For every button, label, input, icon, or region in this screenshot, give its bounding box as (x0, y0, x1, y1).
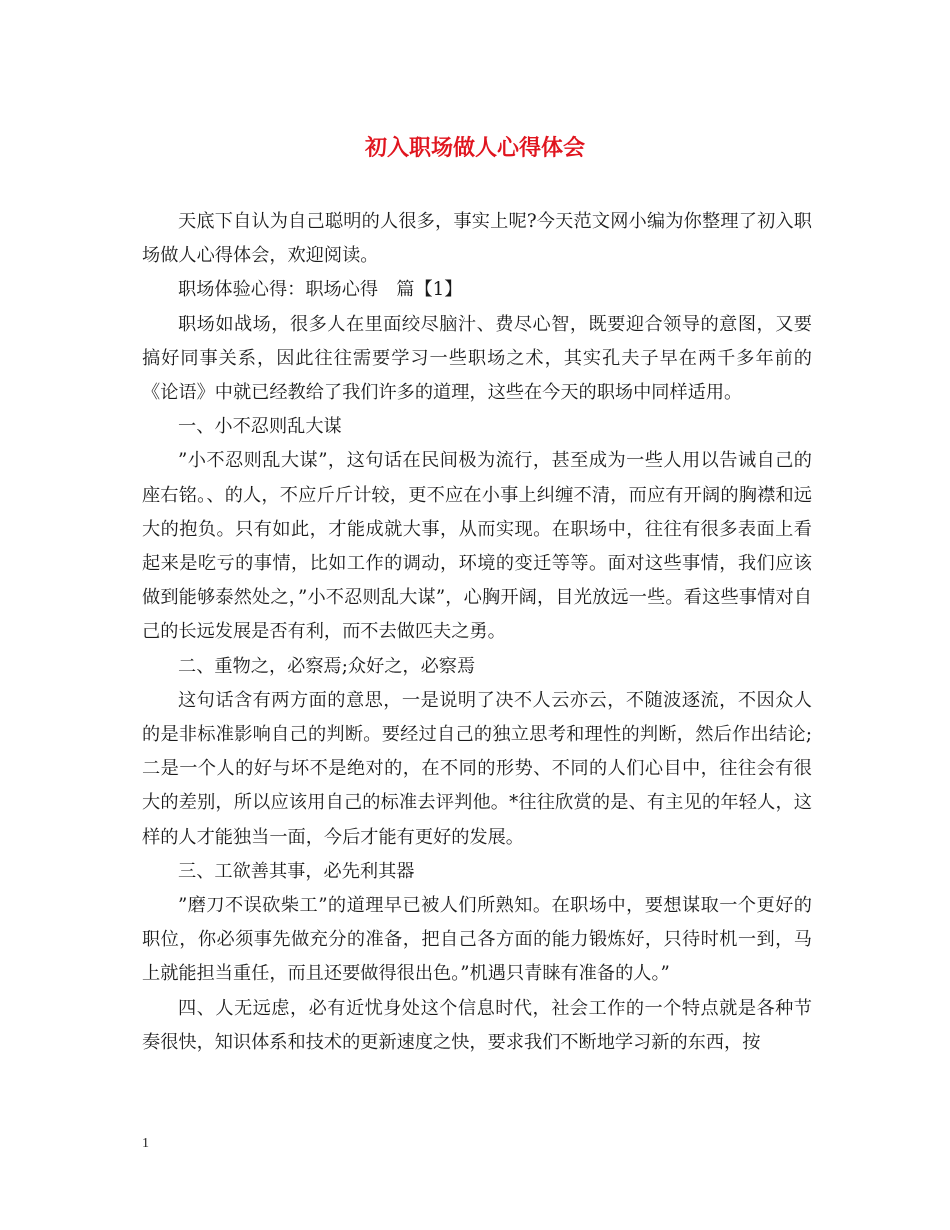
body-paragraph: 这句话含有两方面的意思，一是说明了决不人云亦云，不随波逐流，不因众人的是非标准影响自己的判断。要经过自己的独立思考和理性的判断，然后作出结论;二是一个人的好与坏不是绝对的，在不同的形势、不同的人们心目中，往往会有很大的差别，所以应该用自己的标准去评判他。*往往欣赏的是、有主见的年轻人，这样的人才能独当一面，今后才能有更好的发展。 (142, 689, 812, 848)
intro-paragraph: 天底下自认为自己聪明的人很多，事实上呢?今天范文网小编为你整理了初入职场做人心得体会，欢迎阅读。 (142, 211, 812, 267)
body-paragraph: 职场如战场，很多人在里面绞尽脑汁、费尽心智，既要迎合领导的意图，又要搞好同事关系，因此往往需要学习一些职场之术，其实孔夫子早在两千多年前的《论语》中就已经教给了我们许多的道理，这些在今天的职场中同样适用。 (142, 313, 812, 404)
section-heading: 二、重物之，必察焉;众好之，必察焉 (178, 655, 476, 677)
section-heading: 职场体验心得：职场心得 篇【1】 (178, 279, 463, 301)
document-body (142, 205, 812, 1060)
body-paragraph: ”小不忍则乱大谋”，这句话在民间极为流行，甚至成为一些人用以告诫自己的座右铭。、的人，不应斤斤计较，更不应在小事上纠缠不清，而应有开阔的胸襟和远大的抱负。只有如此，才能成就大事，从而实现。在职场中，往往有很多表面上看起来是吃亏的事情，比如工作的调动，环境的变迁等等。面对这些事情，我们应该做到能够泰然处之，”小不忍则乱大谋”，心胸开阔，目光放远一些。看这些事情对自己的长远发展是否有利，而不去做匹夫之勇。 (142, 450, 812, 643)
page-number: 1 (142, 1136, 149, 1151)
body-paragraph: 四、人无远虑，必有近忧身处这个信息时代，社会工作的一个特点就是各种节奏很快，知识体系和技术的更新速度之快，要求我们不断地学习新的东西，按 (142, 997, 812, 1053)
page-title: 初入职场做人心得体会 (364, 135, 585, 161)
section-heading: 三、工欲善其事，必先利其器 (178, 860, 415, 882)
body-paragraph: ”磨刀不误砍柴工”的道理早已被人们所熟知。在职场中，要想谋取一个更好的职位，你必须事先做充分的准备，把自己各方面的能力锻炼好，只待时机一到，马上就能担当重任，而且还要做得很出色。”机遇只青睐有准备的人。” (142, 895, 812, 985)
section-heading: 一、小不忍则乱大谋 (178, 416, 342, 438)
